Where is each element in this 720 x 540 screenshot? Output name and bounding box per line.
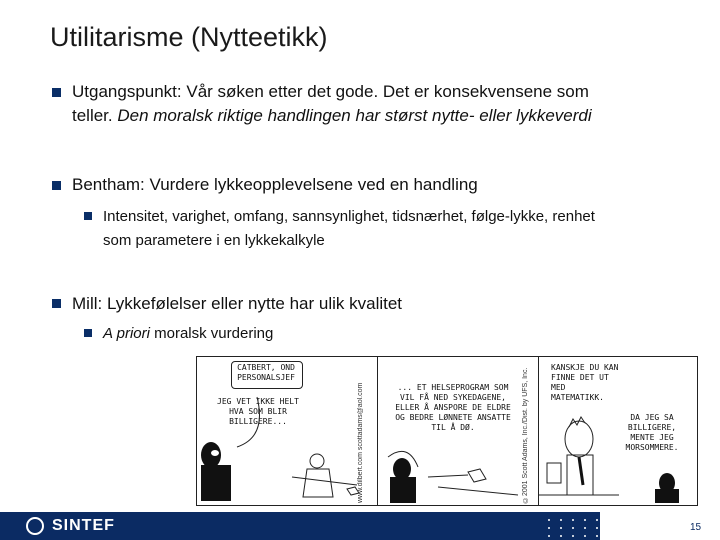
sub-bullet-marker bbox=[84, 329, 92, 337]
bullet-mill: Mill: Lykkefølelser eller nytte har ulik kvalitet bbox=[72, 294, 403, 313]
page-number: 15 bbox=[690, 522, 702, 533]
sub-bullet-text: Intensitet, varighet, omfang, sannsynlighet, tidsnærhet, følge-lykke, renhet bbox=[103, 208, 595, 225]
a-priori-italic: A priori bbox=[103, 325, 150, 342]
a-priori-rest: moralsk vurdering bbox=[149, 325, 274, 342]
footer-dots-decoration bbox=[545, 516, 615, 538]
comic-credit-2: ©2001 Scott Adams, Inc./Dist. by UFS, Inc. bbox=[522, 367, 529, 503]
comic-panel-2 bbox=[378, 357, 539, 505]
bullet-marker bbox=[52, 181, 61, 190]
panel2-drawing bbox=[378, 357, 538, 505]
bullet-text: Utgangspunkt: Vår søken etter det gode. Det er konsekvensene som bbox=[72, 82, 589, 101]
bullet-text-italic: Den moralsk riktige handlingen har størst nytte- eller lykkeverdi bbox=[117, 106, 592, 125]
panel3-drawing bbox=[539, 357, 697, 505]
comic-panel-1 bbox=[197, 357, 378, 505]
sub-bullet-a-priori bbox=[103, 322, 703, 346]
bullet-text-line2 bbox=[72, 104, 712, 128]
sub-bullet-marker bbox=[84, 212, 92, 220]
sintef-logo-icon bbox=[26, 517, 44, 535]
sintef-logo: SINTEF bbox=[52, 517, 115, 534]
bullet-text-normal: teller. bbox=[72, 106, 118, 125]
bullet-bentham: Bentham: Vurdere lykkeopplevelsene ved en handling bbox=[72, 175, 478, 194]
panel1-caption: CATBERT, OND PERSONALSJEF bbox=[237, 363, 295, 382]
bullet-utgangspunkt bbox=[72, 80, 712, 128]
comic-panel-3 bbox=[539, 357, 697, 505]
panel3-speech-1: KANSKJE DU KAN FINNE DET UT MED MATEMATIKK. bbox=[551, 363, 619, 402]
slide-title: Utilitarisme (Nytteetikk) bbox=[50, 22, 328, 52]
panel1-speech: JEG VET IKKE HELT HVA SOM BLIR BILLIGERE... bbox=[217, 397, 299, 426]
panel3-speech-2: DA JEG SA BILLIGERE, MENTE JEG MORSOMMERE. bbox=[625, 413, 679, 452]
sub-bullet-parameters bbox=[103, 205, 703, 253]
bullet-marker bbox=[52, 299, 61, 308]
dilbert-comic-strip bbox=[196, 356, 698, 506]
comic-credit: www.dilbert.com scottadams@aol.com bbox=[357, 382, 364, 503]
panel1-drawing bbox=[197, 357, 377, 505]
bullet-marker bbox=[52, 88, 61, 97]
panel2-speech: ... ET HELSEPROGRAM SOM VIL FÅ NED SYKEDAGENE, ELLER Å ANSPORE DE ELDRE OG BEDRE LØNNETE ANSATTE TIL Å DØ. bbox=[395, 383, 511, 432]
sub-bullet-text-line2: som parametere i en lykkekalkyle bbox=[103, 232, 325, 249]
